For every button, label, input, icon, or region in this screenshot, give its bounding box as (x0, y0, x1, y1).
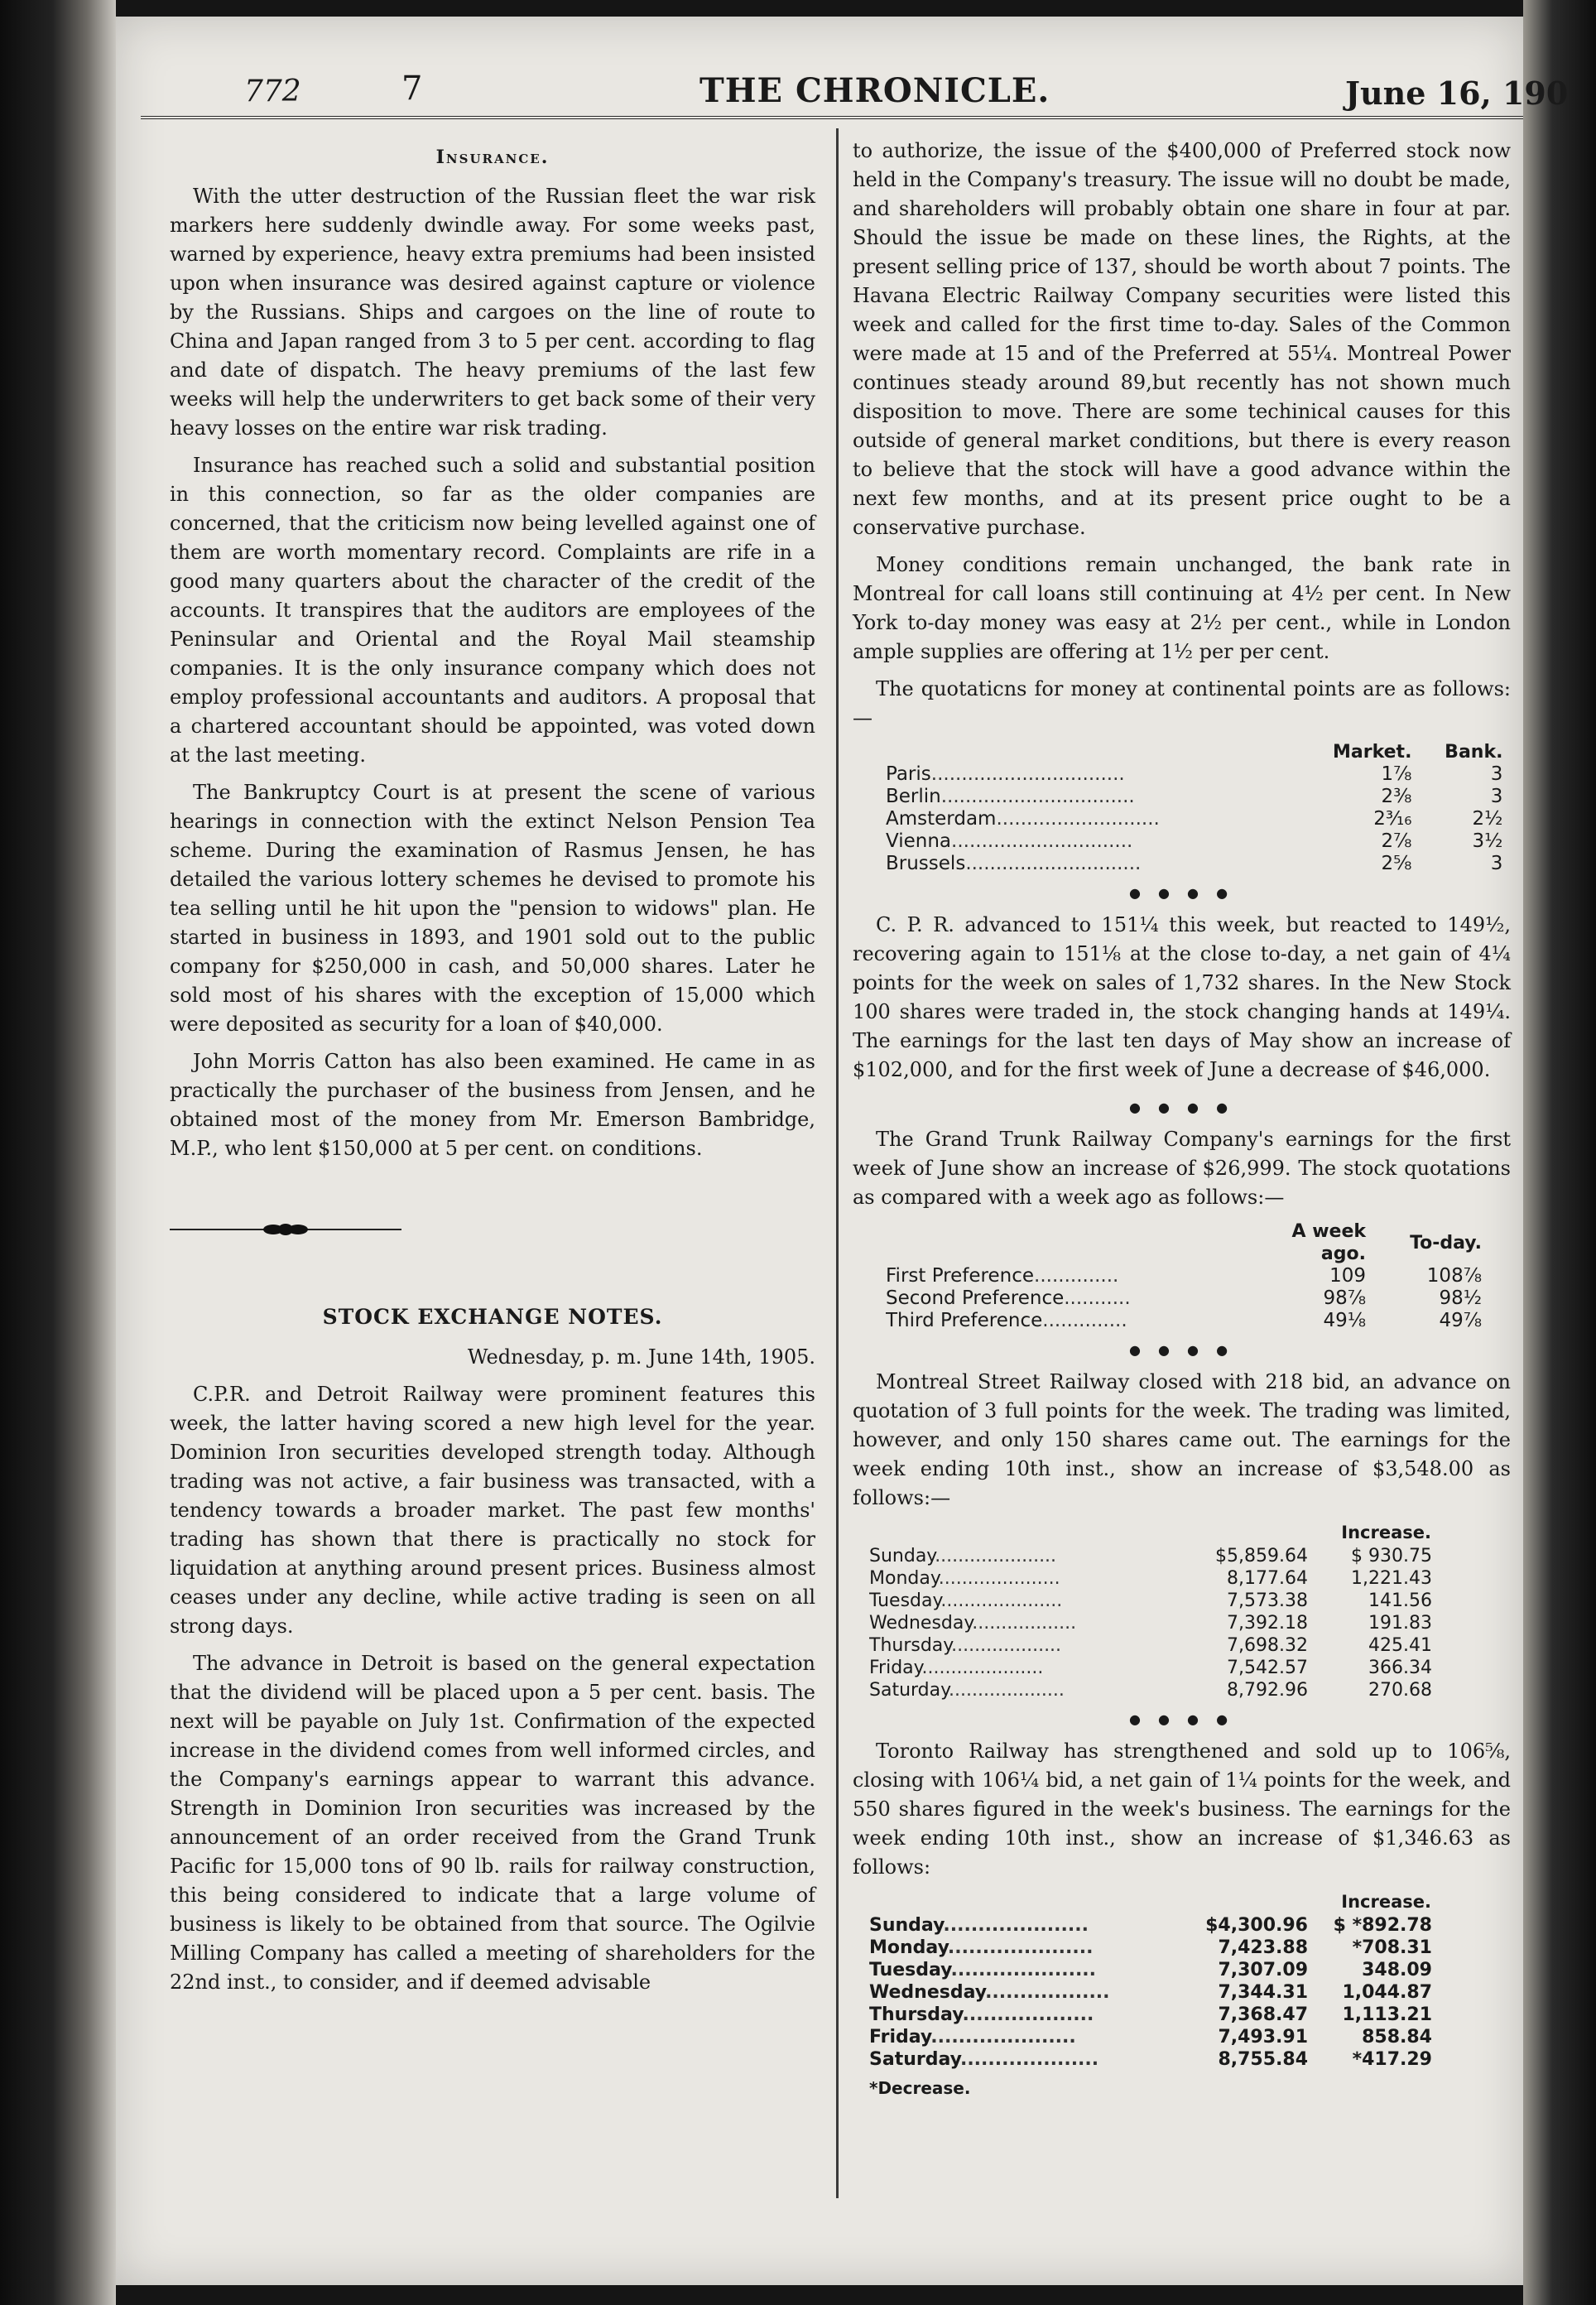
section-ornament (170, 1221, 401, 1238)
day-label: Tuesday (869, 1960, 951, 1980)
earnings-amount: 7,542.57 (1227, 1658, 1308, 1678)
table-row: Wednesday.................. 7,392.18 191.83 (869, 1613, 1432, 1634)
table-row: Second Preference........... 98⅞ 98½ (886, 1287, 1482, 1309)
table-row: Monday..................... 7,423.88 *708.31 (869, 1937, 1432, 1958)
earnings-increase: 348.09 (1362, 1960, 1432, 1980)
book-binding-edge (0, 0, 116, 2305)
insurance-heading: Insurance. (435, 147, 550, 168)
earnings-increase: 191.83 (1368, 1613, 1432, 1634)
earnings-amount: 8,177.64 (1227, 1568, 1308, 1589)
city-label: Brussels (886, 853, 966, 874)
market-header: Market. (1333, 742, 1412, 763)
bank-rate: 3 (1490, 853, 1503, 874)
day-label: Sunday (869, 1915, 944, 1936)
earnings-increase: $ *892.78 (1333, 1915, 1432, 1936)
day-label: Wednesday (869, 1982, 986, 2003)
section-separator: ● ● ● ● (1128, 1342, 1235, 1358)
quotations-intro: The quotaticns for money at continental points are as follows:— (853, 677, 1511, 729)
market-rate: 2⅝ (1381, 853, 1412, 874)
grand-trunk-paragraph: The Grand Trunk Railway Company's earnings for the first week of June show an increase of $26,999. The stock quotations as compared with a week ago as follows:— (853, 1128, 1511, 1209)
insurance-paragraph: With the utter destruction of the Russian fleet the war risk markers here suddenly dwindle away. For some weeks past, warned by experience, heavy extra premiums had been insisted upon when insurance was desired against capture or violence by the Russians. Ships and cargoes on the line of route to China and Japan ranged from 3 to 5 per cent. according to flag and date of dispatch. The heavy premiums of the last few weeks will help the underwriters to get back some of their very heavy losses on the entire war risk trading. (170, 185, 815, 440)
table-row: Friday..................... 7,493.91 858.84 (869, 2027, 1432, 2048)
insurance-paragraph: Insurance has reached such a solid and substantial position in this connection, so far as the older companies are concerned, that the criticism now being levelled against one of them are worth momentary record. Complaints are rife in a good many quarters about the character of the credit of the accounts. It transpires that the auditors are employees of the Peninsular and Oriental and the Royal Mail steamship companies. It is the only insurance company which does not employ professional accountants and auditors. A proposal that a chartered accountant should be appointed, was voted down at the last meeting. (170, 454, 815, 767)
earnings-amount: 7,392.18 (1227, 1613, 1308, 1634)
earnings-increase: *417.29 (1352, 2049, 1432, 2070)
section-separator: ● ● ● ● (1128, 885, 1235, 901)
earnings-increase: 366.34 (1368, 1658, 1432, 1678)
header-rule (141, 116, 1523, 119)
today-value: 49⅞ (1439, 1310, 1482, 1331)
bank-rate: 3 (1490, 763, 1503, 785)
city-label: Paris (886, 763, 931, 785)
stock-dateline: Wednesday, p. m. June 14th, 1905. (467, 1345, 815, 1369)
table-row: Brussels............................. 2⅝ 3 (886, 853, 1503, 874)
day-label: Tuesday (869, 1590, 941, 1611)
today-value: 98½ (1439, 1287, 1482, 1309)
earnings-increase: 1,113.21 (1342, 2004, 1432, 2025)
stock-paragraph: C.P.R. and Detroit Railway were prominent features this week, the latter having scored a new high level for the year. Dominion Iron securities developed strength today. Although trading was not active, a fair business was transacted, with a tendency towards a broader market. The past few months' trading has shown that there is practically no stock for liquidation at anything around present prices. Business almost ceases under any decline, while active trading is seen on all strong days. (170, 1383, 815, 1638)
table-row: Paris................................ 1⅞ 3 (886, 763, 1503, 785)
earnings-amount: 7,307.09 (1218, 1960, 1308, 1980)
table-row: Saturday.................... 8,755.84 *417.29 (869, 2049, 1432, 2070)
table-row: Friday..................... 7,542.57 366.34 (869, 1658, 1432, 1678)
table-row: Tuesday..................... 7,307.09 348.09 (869, 1960, 1432, 1980)
table-row: Thursday................... 7,698.32 425.41 (869, 1635, 1432, 1656)
bank-header: Bank. (1445, 742, 1503, 763)
city-label: Amsterdam (886, 808, 997, 830)
earnings-amount: 8,755.84 (1218, 2049, 1308, 2070)
column-divider (836, 128, 839, 2198)
stock-exchange-heading: STOCK EXCHANGE NOTES. (322, 1305, 663, 1329)
day-label: Friday (869, 1658, 922, 1678)
montreal-earnings-table (869, 1521, 1432, 1701)
earnings-amount: $5,859.64 (1215, 1546, 1308, 1566)
publication-title: THE CHRONICLE. (699, 71, 1050, 110)
table-row: Berlin................................ 2⅜ 3 (886, 786, 1503, 807)
market-rate: 2⅜ (1381, 786, 1412, 807)
section-separator: ● ● ● ● (1128, 1711, 1235, 1727)
earnings-increase: $ 930.75 (1351, 1546, 1432, 1566)
day-label: Wednesday (869, 1613, 973, 1634)
insurance-paragraph: The Bankruptcy Court is at present the scene of various hearings in connection with the extinct Nelson Pension Tea scheme. During the examination of Rasmus Jensen, he has detailed the various lottery schemes he devised to promote his tea selling until he hit upon the "pension to widows" plan. He started in business in 1893, and 1901 sold out to the public company for $250,000 in cash, and 50,000 shares. Later he sold most of his shares with the exception of 15,000 which were deposited as security for a loan of $40,000. (170, 781, 815, 1036)
week-ago-header: A week ago. (1291, 1221, 1366, 1264)
earnings-amount: 7,344.31 (1218, 1982, 1308, 2003)
earnings-amount: 8,792.96 (1227, 1680, 1308, 1701)
market-rate: 2³⁄₁₆ (1373, 808, 1412, 830)
cpr-paragraph: C. P. R. advanced to 151¼ this week, but reacted to 149½, recovering again to 151⅛ at the close to-day, a net gain of 4¼ points for the week on sales of 1,732 shares. In the New Stock 100 shares were traded in, the stock changing hands at 149¼. The earnings for the last ten days of May show an increase of $102,000, and for the first week of June a decrease of $46,000. (853, 913, 1511, 1081)
page-number: 772 (244, 75, 301, 108)
market-rate: 2⅞ (1381, 830, 1412, 852)
day-label: Saturday (869, 1680, 949, 1701)
earnings-amount: 7,368.47 (1218, 2004, 1308, 2025)
table-row: Tuesday..................... 7,573.38 141.56 (869, 1590, 1432, 1611)
continued-paragraph: to authorize, the issue of the $400,000 of Preferred stock now held in the Company's treasury. The issue will no doubt be made, and shareholders will probably obtain one share in four at par. Should the issue be made on these lines, the Rights, at the present selling price of 137, should be worth about 7 points. The Havana Electric Railway Company securities were listed this week and called for the first time to-day. Sales of the Common were made at 15 and of the Preferred at 55¼. Montreal Power continues steady around 89,but recently has not shown much disposition to move. There are some techinical causes for this outside of general market conditions, but there is every reason to believe that the stock will have a good advance within the next few months, and at its present price ought to be a conservative purchase. (853, 139, 1511, 539)
day-label: Sunday (869, 1546, 935, 1566)
table-row: Monday..................... 8,177.64 1,221.43 (869, 1568, 1432, 1589)
today-value: 108⅞ (1426, 1265, 1482, 1287)
right-column (853, 137, 1511, 2103)
earnings-amount: 7,573.38 (1227, 1590, 1308, 1611)
day-label: Thursday (869, 2004, 963, 2025)
toronto-earnings-table (869, 1890, 1432, 2071)
table-row: Sunday..................... $5,859.64 $ 930.75 (869, 1546, 1432, 1566)
day-label: Friday (869, 2027, 931, 2048)
table-row: Saturday.................... 8,792.96 270.68 (869, 1680, 1432, 1701)
earnings-amount: 7,698.32 (1227, 1635, 1308, 1656)
decrease-footnote: *Decrease. (869, 2078, 971, 2098)
day-label: Saturday (869, 2049, 960, 2070)
day-label: Monday (869, 1937, 948, 1958)
earnings-amount: $4,300.96 (1205, 1915, 1308, 1936)
table-row: Third Preference.............. 49⅛ 49⅞ (886, 1310, 1482, 1331)
earnings-increase: 1,221.43 (1351, 1568, 1432, 1589)
left-column (170, 137, 815, 2005)
week-ago-value: 109 (1329, 1265, 1366, 1287)
stock-label: Third Preference (886, 1310, 1043, 1331)
earnings-increase: 858.84 (1362, 2027, 1432, 2048)
earnings-amount: 7,493.91 (1218, 2027, 1308, 2048)
week-ago-value: 98⅞ (1323, 1287, 1366, 1309)
bank-rate: 2½ (1472, 808, 1503, 830)
city-label: Vienna (886, 830, 952, 852)
earnings-increase: 141.56 (1368, 1590, 1432, 1611)
day-label: Monday (869, 1568, 939, 1589)
money-paragraph: Money conditions remain unchanged, the bank rate in Montreal for call loans still continuing at 4½ per cent. In New York to-day money was easy at 2½ per cent., while in London ample supplies are offering at 1½ per per cent. (853, 553, 1511, 663)
issue-date: June 16, 190 (1345, 75, 1569, 112)
week-ago-value: 49⅛ (1323, 1310, 1366, 1331)
right-page-edge (1523, 0, 1596, 2305)
table-row: Thursday................... 7,368.47 1,113.21 (869, 2004, 1432, 2025)
grand-trunk-table (886, 1220, 1482, 1332)
increase-header: Increase. (1341, 1892, 1431, 1912)
margin-mark: 7 (401, 70, 423, 108)
table-row: Wednesday.................. 7,344.31 1,044.87 (869, 1982, 1432, 2003)
earnings-increase: 1,044.87 (1342, 1982, 1432, 2003)
table-row: Amsterdam........................... 2³⁄₁₆ 2½ (886, 808, 1503, 830)
stock-label: Second Preference (886, 1287, 1065, 1309)
earnings-increase: 270.68 (1368, 1680, 1432, 1701)
table-row: Sunday..................... $4,300.96 $ *892.78 (869, 1915, 1432, 1936)
section-separator: ● ● ● ● (1128, 1100, 1235, 1115)
toronto-paragraph: Toronto Railway has strengthened and sold up to 106⅝, closing with 106¼ bid, a net gain of 1¼ points for the week, and 550 shares figured in the week's business. The earnings for the week ending 10th inst., show an increase of $1,346.63 as follows: (853, 1740, 1511, 1879)
today-header: To-day. (1410, 1232, 1482, 1254)
bank-rate: 3½ (1472, 830, 1503, 852)
insurance-paragraph: John Morris Catton has also been examined. He came in as practically the purchaser of the business from Jensen, and he obtained most of the money from Mr. Emerson Bambridge, M.P., who lent $150,000 at 5 per cent. on conditions. (170, 1050, 815, 1160)
earnings-increase: 425.41 (1368, 1635, 1432, 1656)
money-rates-table (886, 741, 1502, 875)
earnings-increase: *708.31 (1352, 1937, 1432, 1958)
day-label: Thursday (869, 1635, 952, 1656)
earnings-amount: 7,423.88 (1218, 1937, 1308, 1958)
city-label: Berlin (886, 786, 941, 807)
market-rate: 1⅞ (1381, 763, 1412, 785)
stock-label: First Preference (886, 1265, 1035, 1287)
montreal-street-paragraph: Montreal Street Railway closed with 218 bid, an advance on quotation of 3 full points for the week. The trading was limited, however, and only 150 shares came out. The earnings for the week ending 10th inst., show an increase of $3,548.00 as follows:— (853, 1370, 1511, 1509)
bank-rate: 3 (1490, 786, 1503, 807)
table-row: Vienna.............................. 2⅞ 3½ (886, 830, 1503, 852)
stock-paragraph: The advance in Detroit is based on the general expectation that the dividend will be placed upon a 5 per cent. basis. The next will be payable on July 1st. Confirmation of the expected increase in the dividend comes from well informed circles, and the Company's earnings appear to warrant this advance. Strength in Dominion Iron securities was increased by the announcement of an order received from the Grand Trunk Pacific for 15,000 tons of 90 lb. rails for railway construction, this being considered to indicate that a large volume of business is likely to be obtained from that source. The Ogilvie Milling Company has called a meeting of shareholders for the 22nd inst., to consider, and if deemed advisable (170, 1652, 815, 1994)
table-row: First Preference.............. 109 108⅞ (886, 1265, 1482, 1287)
increase-header: Increase. (1341, 1523, 1431, 1542)
